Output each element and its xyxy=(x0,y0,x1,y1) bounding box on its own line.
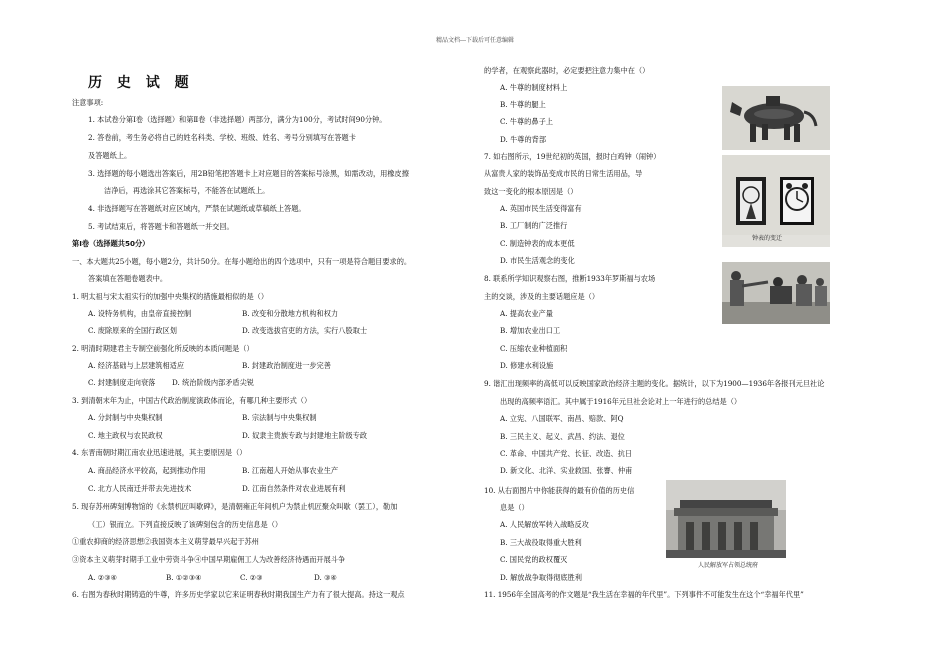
palace-figure xyxy=(666,480,786,558)
palace-photo xyxy=(666,480,786,558)
statement: ③资本主义萌芽时期手工业中劳资斗争④中国早期雇佣工人为改善经济待遇而开展斗争 xyxy=(72,555,346,564)
option: C. 制造钟表的成本更低 xyxy=(500,239,575,248)
option: B. 增加农业出口工 xyxy=(500,326,561,335)
option: D. 奴隶主贵族专政与封建地主阶级专政 xyxy=(242,431,368,440)
option: C. 封建制度走向衰落 xyxy=(88,378,156,387)
option: A. 立宪、八国联军、南昌、赔款、阿Q xyxy=(500,414,624,423)
page-header: 精品文档---下载后可任意编辑 xyxy=(435,37,515,44)
roosevelt-photo xyxy=(722,262,830,324)
option: A. 设特务机构，由皇帝直接控制 xyxy=(88,309,192,318)
option: A. 提高农业产量 xyxy=(500,309,553,318)
option: D. 市民生活观念的变化 xyxy=(500,256,575,265)
clock-caption: 钟表的变迁 xyxy=(752,235,783,242)
option: D. 改变选拔官吏的方法，实行八股取士 xyxy=(242,326,368,335)
clock-figure xyxy=(722,155,830,247)
option: D. 江南自然条件对农业进展有利 xyxy=(242,484,346,493)
question-stem: 的学者，在观察此器时，必定要把注意力集中在（） xyxy=(484,66,650,75)
question-stem: 7. 如右图所示，19世纪初的英国，报时白鸡钟（闹钟） xyxy=(484,152,661,161)
question-stem: 致这一变化的根本原因是（） xyxy=(484,187,578,196)
notice-item: 5. 考试结束后，将答题卡和答题纸一并交回。 xyxy=(88,222,234,231)
option: A. 英国市民生活变得富有 xyxy=(500,204,582,213)
question-stem: 从富贵人家的装饰品变成市民的日常生活用品，导 xyxy=(484,169,643,178)
option: D. 修建水利设施 xyxy=(500,361,554,370)
option: C. 北方人民南迁并带去先进技术 xyxy=(88,484,192,493)
roosevelt-figure xyxy=(722,262,830,324)
question-stem: 出现的高频率语汇。其中属于1916年元旦社会论对上一年进行的总结是（） xyxy=(500,397,742,406)
option: D. ③④ xyxy=(314,573,337,582)
notice-item: 4. 非选择题写在答题纸对应区域内，严禁在试题纸或草稿纸上答题。 xyxy=(88,204,306,213)
option: C. 废除原来的全国行政区划 xyxy=(88,326,177,335)
notice-item: 1. 本试卷分第Ⅰ卷（选择题）和第Ⅱ卷（非选择题）两部分，满分为100分，考试时间90分钟。 xyxy=(88,115,387,124)
notice-item: 洁净后，再选涂其它答案标号，不能答在试题纸上。 xyxy=(104,186,270,195)
notice-item: 2. 答卷前，考生务必将自己的姓名科类、学校、班级、姓名、考号分别填写在答题卡 xyxy=(88,133,356,142)
option: A. 牛尊的制度材料上 xyxy=(500,83,568,92)
option: B. 封建政治制度进一步完善 xyxy=(242,361,331,370)
section-title: 第Ⅰ卷（选择题共50分） xyxy=(72,239,150,248)
question-stem: 主的交谈，涉及的主要话题应是（） xyxy=(484,292,600,301)
option: C. 牛尊的鼻子上 xyxy=(500,117,553,126)
question-stem: 10. 从右面图片中你能获得的最有价值的历史信 xyxy=(484,486,635,495)
question-stem: 11. 1956年全国高考的作文题是“我生活在幸福的年代里”。下列事件不可能发生在这个“幸福年代里” xyxy=(484,590,804,599)
option: B. 三民主义、起义、武昌、约法、退位 xyxy=(500,432,625,441)
question-stem: 9. 谐汇出现频率的高低可以反映国家政治经济主题的变化。据统计，以下为1900—1936年各报刊元旦社论 xyxy=(484,379,825,388)
option: A. ②③④ xyxy=(88,573,118,582)
option: B. ①②③④ xyxy=(166,573,202,582)
question-stem: 5. 现存苏州碑刻博物馆的《永禁机匠叫歇碑》，是清朝雍正年间机户为禁止机匠聚众叫歇（罢工），勒加 xyxy=(72,502,398,511)
option: A. 分封制与中央集权制 xyxy=(88,413,163,422)
notice-item: 3. 选择题的每小题选出答案后，用2B铅笔把答题卡上对应题目的答案标号涂黑，如需改动，用橡皮擦 xyxy=(88,169,409,178)
palace-caption: 人民解放军占领总统府 xyxy=(698,562,759,569)
question-stem: 1. 明太祖与宋太祖实行的加强中央集权的措施最相似的是（） xyxy=(72,292,269,301)
option: D. 统治阶级内部矛盾尖锐 xyxy=(172,378,254,387)
question-stem: 8. 联系所学知识观察右图，推断1933年罗斯福与农场 xyxy=(484,274,656,283)
option: D. 牛尊的背部 xyxy=(500,135,547,144)
clocks-illustration xyxy=(722,155,830,235)
option: B. 工厂制的广泛推行 xyxy=(500,221,568,230)
option: B. 三大战役取得重大胜利 xyxy=(500,538,582,547)
ox-vessel-icon xyxy=(722,86,830,150)
section-intro: 答案填在答题卷题表中。 xyxy=(88,274,168,283)
question-stem: 3. 到清朝末年为止，中国古代政治制度演政体而论，有哪几种主要形式（） xyxy=(72,396,312,405)
option: A. 人民解放军转入战略反攻 xyxy=(500,520,589,529)
question-stem: 2. 明清时期建君主专制空前强化所反映的本质问题是（） xyxy=(72,344,254,353)
option: A. 商品经济水平较高，起到推动作用 xyxy=(88,466,206,475)
notice-item: 及答题纸上。 xyxy=(88,151,132,160)
option: B. 牛尊的腿上 xyxy=(500,100,546,109)
option: C. 压缩农业种植面积 xyxy=(500,344,568,353)
section-intro: 一、本大题共25小题，每小题2分，共计50分。在每小题给出的四个选项中，只有一项是符合题目要求的。 xyxy=(72,257,412,266)
option: C. 革命、中国共产党、长征、改造、抗日 xyxy=(500,449,633,458)
option: C. 国民党的政权覆灭 xyxy=(500,555,568,564)
question-stem: 息是（） xyxy=(500,503,529,512)
question-stem: 4. 东晋南朝时期江南农业迅速进展，其主要原因是（） xyxy=(72,448,247,457)
option: C. 地主政权与农民政权 xyxy=(88,431,163,440)
question-stem: 6. 右图为春秋时期铸造的牛尊，许多历史学家以它来证明春秋时期我国生产力有了很大提高。持这一观点 xyxy=(72,590,405,599)
option: B. 改变和分散地方机构和权力 xyxy=(242,309,339,318)
option: D. 新文化、北洋、实业救国、张謇、仲甫 xyxy=(500,466,633,475)
option: B. 江南超人开始从事农业生产 xyxy=(242,466,339,475)
option: C. ②③ xyxy=(240,573,263,582)
ox-zun-figure xyxy=(722,86,830,150)
option: A. 经济基础与上层建筑相适应 xyxy=(88,361,185,370)
option: D. 解放战争取得彻底胜利 xyxy=(500,573,582,582)
option: B. 宗法制与中央集权制 xyxy=(242,413,317,422)
question-stem: （工）银而立。下列直接反映了该碑刻包含的历史信息是（） xyxy=(88,520,283,529)
page-title: 历 史 试 题 xyxy=(88,75,194,91)
notice-heading: 注意事项: xyxy=(72,98,104,107)
statement: ①重农抑商的经济思想②我国资本主义萌芽最早兴起于苏州 xyxy=(72,537,259,546)
